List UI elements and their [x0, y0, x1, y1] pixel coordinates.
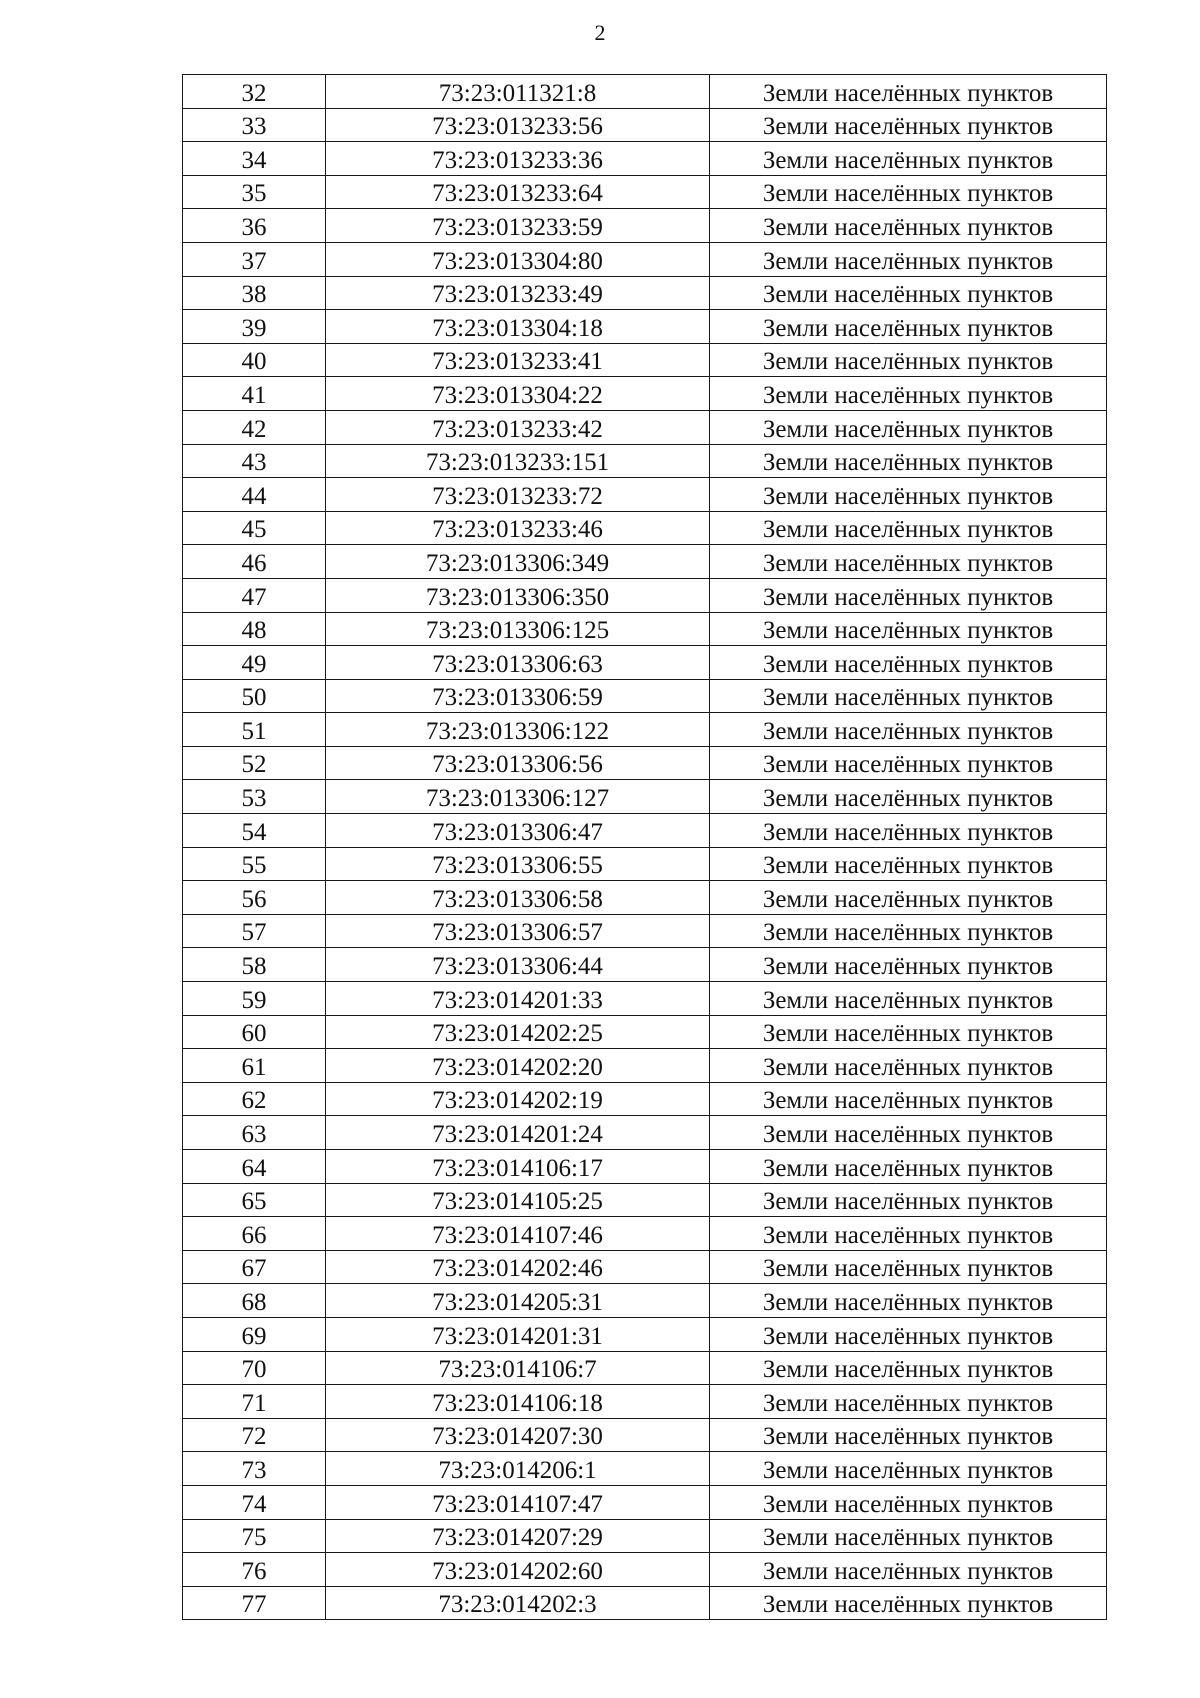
page-number: 2 [594, 20, 606, 45]
land-category-cell: Земли населённых пунктов [710, 511, 1107, 545]
cadastral-number-cell: 73:23:013306:56 [326, 746, 710, 780]
parcels-table-body [183, 75, 1107, 1620]
land-category-cell: Земли населённых пунктов [710, 1217, 1107, 1251]
row-number-cell: 38 [183, 276, 326, 310]
cadastral-number-cell: 73:23:014201:24 [326, 1116, 710, 1150]
table-row [183, 1452, 1107, 1486]
cadastral-number-cell: 73:23:013304:18 [326, 310, 710, 344]
table-row [183, 1586, 1107, 1620]
table-row [183, 1317, 1107, 1351]
land-category-cell: Земли населённых пунктов [710, 242, 1107, 276]
land-category-cell: Земли населённых пунктов [710, 1250, 1107, 1284]
table-row [183, 612, 1107, 646]
row-number-cell: 74 [183, 1485, 326, 1519]
land-category-cell: Земли населённых пунктов [710, 1317, 1107, 1351]
row-number-cell: 57 [183, 914, 326, 948]
row-number-cell: 69 [183, 1317, 326, 1351]
row-number-cell: 54 [183, 814, 326, 848]
parcels-table [182, 74, 1107, 1620]
cadastral-number-cell: 73:23:013306:44 [326, 948, 710, 982]
table-row [183, 646, 1107, 680]
land-category-cell: Земли населённых пунктов [710, 646, 1107, 680]
cadastral-number-cell: 73:23:013304:22 [326, 377, 710, 411]
row-number-cell: 39 [183, 310, 326, 344]
table-row [183, 175, 1107, 209]
row-number-cell: 55 [183, 847, 326, 881]
land-category-cell: Земли населённых пунктов [710, 1082, 1107, 1116]
cadastral-number-cell: 73:23:013233:72 [326, 478, 710, 512]
cadastral-number-cell: 73:23:014207:30 [326, 1418, 710, 1452]
cadastral-number-cell: 73:23:014107:46 [326, 1217, 710, 1251]
land-category-cell: Земли населённых пунктов [710, 75, 1107, 109]
cadastral-number-cell: 73:23:013306:350 [326, 578, 710, 612]
cadastral-number-cell: 73:23:014202:19 [326, 1082, 710, 1116]
land-category-cell: Земли населённых пунктов [710, 814, 1107, 848]
row-number-cell: 63 [183, 1116, 326, 1150]
table-row [183, 209, 1107, 243]
land-category-cell: Земли населённых пунктов [710, 578, 1107, 612]
table-row [183, 847, 1107, 881]
row-number-cell: 53 [183, 780, 326, 814]
land-category-cell: Земли населённых пунктов [710, 746, 1107, 780]
row-number-cell: 48 [183, 612, 326, 646]
table-row [183, 1519, 1107, 1553]
land-category-cell: Земли населённых пунктов [710, 948, 1107, 982]
cadastral-number-cell: 73:23:013306:57 [326, 914, 710, 948]
row-number-cell: 58 [183, 948, 326, 982]
land-category-cell: Земли населённых пунктов [710, 410, 1107, 444]
cadastral-number-cell: 73:23:013306:349 [326, 545, 710, 579]
row-number-cell: 62 [183, 1082, 326, 1116]
table-row [183, 1418, 1107, 1452]
land-category-cell: Земли населённых пунктов [710, 444, 1107, 478]
row-number-cell: 64 [183, 1150, 326, 1184]
cadastral-number-cell: 73:23:013233:49 [326, 276, 710, 310]
table-row [183, 377, 1107, 411]
land-category-cell: Земли населённых пунктов [710, 612, 1107, 646]
cadastral-number-cell: 73:23:013306:127 [326, 780, 710, 814]
table-row [183, 1015, 1107, 1049]
row-number-cell: 73 [183, 1452, 326, 1486]
cadastral-number-cell: 73:23:013304:80 [326, 242, 710, 276]
table-row [183, 75, 1107, 109]
table-row [183, 1183, 1107, 1217]
land-category-cell: Земли населённых пунктов [710, 175, 1107, 209]
row-number-cell: 50 [183, 679, 326, 713]
table-row [183, 1082, 1107, 1116]
cadastral-number-cell: 73:23:013306:122 [326, 713, 710, 747]
land-category-cell: Земли населённых пунктов [710, 914, 1107, 948]
row-number-cell: 77 [183, 1586, 326, 1620]
row-number-cell: 35 [183, 175, 326, 209]
row-number-cell: 70 [183, 1351, 326, 1385]
cadastral-number-cell: 73:23:014106:17 [326, 1150, 710, 1184]
table-row [183, 1150, 1107, 1184]
cadastral-number-cell: 73:23:013306:59 [326, 679, 710, 713]
land-category-cell: Земли населённых пунктов [710, 1385, 1107, 1419]
land-category-cell: Земли населённых пунктов [710, 545, 1107, 579]
land-category-cell: Земли населённых пунктов [710, 276, 1107, 310]
table-row [183, 142, 1107, 176]
row-number-cell: 65 [183, 1183, 326, 1217]
cadastral-number-cell: 73:23:013233:59 [326, 209, 710, 243]
table-row [183, 1116, 1107, 1150]
row-number-cell: 37 [183, 242, 326, 276]
row-number-cell: 66 [183, 1217, 326, 1251]
table-row [183, 1250, 1107, 1284]
cadastral-number-cell: 73:23:014107:47 [326, 1485, 710, 1519]
table-row [183, 713, 1107, 747]
table-row [183, 780, 1107, 814]
row-number-cell: 33 [183, 108, 326, 142]
land-category-cell: Земли населённых пунктов [710, 1519, 1107, 1553]
row-number-cell: 46 [183, 545, 326, 579]
cadastral-number-cell: 73:23:013306:58 [326, 881, 710, 915]
row-number-cell: 47 [183, 578, 326, 612]
table-row [183, 1485, 1107, 1519]
land-category-cell: Земли населённых пунктов [710, 780, 1107, 814]
cadastral-number-cell: 73:23:013233:42 [326, 410, 710, 444]
row-number-cell: 59 [183, 982, 326, 1016]
land-category-cell: Земли населённых пунктов [710, 310, 1107, 344]
land-category-cell: Земли населённых пунктов [710, 1183, 1107, 1217]
cadastral-number-cell: 73:23:014202:60 [326, 1553, 710, 1587]
land-category-cell: Земли населённых пунктов [710, 1284, 1107, 1318]
cadastral-number-cell: 73:23:013233:151 [326, 444, 710, 478]
table-row [183, 410, 1107, 444]
cadastral-number-cell: 73:23:013306:63 [326, 646, 710, 680]
cadastral-number-cell: 73:23:013306:55 [326, 847, 710, 881]
table-row [183, 1049, 1107, 1083]
row-number-cell: 36 [183, 209, 326, 243]
land-category-cell: Земли населённых пунктов [710, 713, 1107, 747]
land-category-cell: Земли населённых пунктов [710, 377, 1107, 411]
land-category-cell: Земли населённых пунктов [710, 1049, 1107, 1083]
land-category-cell: Земли населённых пунктов [710, 1418, 1107, 1452]
row-number-cell: 60 [183, 1015, 326, 1049]
land-category-cell: Земли населённых пунктов [710, 1586, 1107, 1620]
row-number-cell: 40 [183, 343, 326, 377]
cadastral-number-cell: 73:23:014206:1 [326, 1452, 710, 1486]
table-row [183, 511, 1107, 545]
row-number-cell: 68 [183, 1284, 326, 1318]
table-row [183, 746, 1107, 780]
land-category-cell: Земли населённых пунктов [710, 982, 1107, 1016]
land-category-cell: Земли населённых пунктов [710, 142, 1107, 176]
land-category-cell: Земли населённых пунктов [710, 679, 1107, 713]
row-number-cell: 49 [183, 646, 326, 680]
land-category-cell: Земли населённых пунктов [710, 478, 1107, 512]
cadastral-number-cell: 73:23:013233:64 [326, 175, 710, 209]
cadastral-number-cell: 73:23:013306:125 [326, 612, 710, 646]
land-category-cell: Земли населённых пунктов [710, 1351, 1107, 1385]
cadastral-number-cell: 73:23:014202:3 [326, 1586, 710, 1620]
row-number-cell: 71 [183, 1385, 326, 1419]
table-row [183, 914, 1107, 948]
cadastral-number-cell: 73:23:014202:46 [326, 1250, 710, 1284]
table-row [183, 578, 1107, 612]
land-category-cell: Земли населённых пунктов [710, 108, 1107, 142]
table-row [183, 948, 1107, 982]
cadastral-number-cell: 73:23:011321:8 [326, 75, 710, 109]
table-row [183, 242, 1107, 276]
table-row [183, 545, 1107, 579]
table-row [183, 478, 1107, 512]
cadastral-number-cell: 73:23:013306:47 [326, 814, 710, 848]
table-row [183, 679, 1107, 713]
land-category-cell: Земли населённых пунктов [710, 343, 1107, 377]
table-row [183, 1385, 1107, 1419]
cadastral-number-cell: 73:23:013233:41 [326, 343, 710, 377]
cadastral-number-cell: 73:23:014105:25 [326, 1183, 710, 1217]
cadastral-number-cell: 73:23:014202:20 [326, 1049, 710, 1083]
land-category-cell: Земли населённых пунктов [710, 1150, 1107, 1184]
table-row [183, 881, 1107, 915]
row-number-cell: 67 [183, 1250, 326, 1284]
land-category-cell: Земли населённых пунктов [710, 847, 1107, 881]
row-number-cell: 34 [183, 142, 326, 176]
cadastral-number-cell: 73:23:013233:46 [326, 511, 710, 545]
cadastral-number-cell: 73:23:013233:56 [326, 108, 710, 142]
land-category-cell: Земли населённых пунктов [710, 1553, 1107, 1587]
row-number-cell: 51 [183, 713, 326, 747]
row-number-cell: 43 [183, 444, 326, 478]
row-number-cell: 72 [183, 1418, 326, 1452]
land-category-cell: Земли населённых пунктов [710, 1485, 1107, 1519]
table-row [183, 310, 1107, 344]
cadastral-number-cell: 73:23:014106:18 [326, 1385, 710, 1419]
table-row [183, 1284, 1107, 1318]
land-category-cell: Земли населённых пунктов [710, 1116, 1107, 1150]
cadastral-number-cell: 73:23:014205:31 [326, 1284, 710, 1318]
row-number-cell: 75 [183, 1519, 326, 1553]
table-row [183, 108, 1107, 142]
land-category-cell: Земли населённых пунктов [710, 1015, 1107, 1049]
cadastral-number-cell: 73:23:014201:31 [326, 1317, 710, 1351]
row-number-cell: 32 [183, 75, 326, 109]
cadastral-number-cell: 73:23:014201:33 [326, 982, 710, 1016]
cadastral-number-cell: 73:23:013233:36 [326, 142, 710, 176]
land-category-cell: Земли населённых пунктов [710, 209, 1107, 243]
table-row [183, 1553, 1107, 1587]
row-number-cell: 61 [183, 1049, 326, 1083]
row-number-cell: 42 [183, 410, 326, 444]
row-number-cell: 52 [183, 746, 326, 780]
table-row [183, 1351, 1107, 1385]
cadastral-number-cell: 73:23:014106:7 [326, 1351, 710, 1385]
land-category-cell: Земли населённых пунктов [710, 1452, 1107, 1486]
table-row [183, 444, 1107, 478]
row-number-cell: 41 [183, 377, 326, 411]
table-row [183, 1217, 1107, 1251]
table-row [183, 343, 1107, 377]
table-row [183, 276, 1107, 310]
cadastral-number-cell: 73:23:014207:29 [326, 1519, 710, 1553]
row-number-cell: 56 [183, 881, 326, 915]
table-row [183, 982, 1107, 1016]
land-category-cell: Земли населённых пунктов [710, 881, 1107, 915]
row-number-cell: 44 [183, 478, 326, 512]
row-number-cell: 76 [183, 1553, 326, 1587]
row-number-cell: 45 [183, 511, 326, 545]
table-row [183, 814, 1107, 848]
cadastral-number-cell: 73:23:014202:25 [326, 1015, 710, 1049]
